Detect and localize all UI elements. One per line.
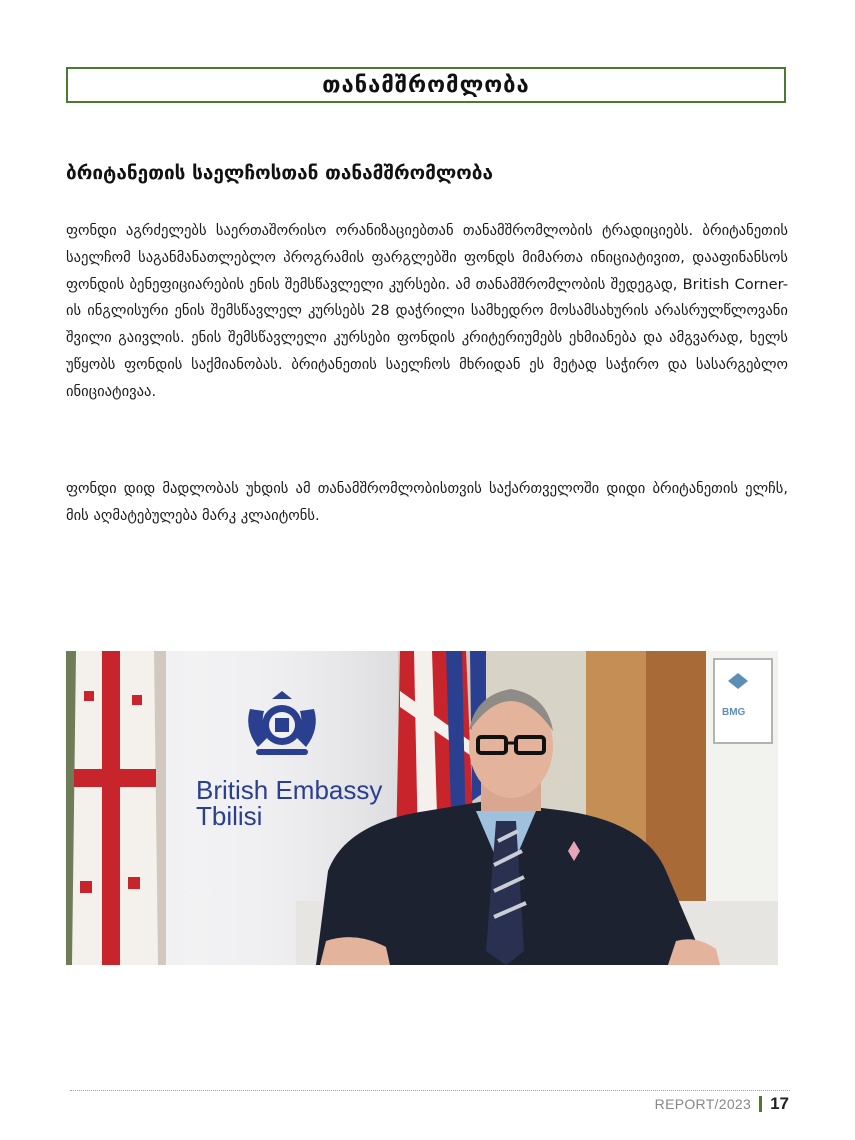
footer-divider bbox=[70, 1090, 790, 1091]
footer-report-label: REPORT/2023 bbox=[654, 1096, 752, 1112]
embassy-photo bbox=[66, 651, 778, 965]
banner-line-1: British Embassy bbox=[196, 775, 383, 805]
footer bbox=[655, 1094, 789, 1114]
paragraph-2: ფონდი დიდ მადლობას უხდის ამ თანამშრომლობისთვის საქართველოში დიდი ბრიტანეთის ელჩს, მის აღმატებულება მარკ კლაიტონს. bbox=[66, 480, 788, 524]
georgian-flag-left bbox=[72, 651, 158, 965]
footer-accent-bar bbox=[759, 1096, 762, 1112]
banner-line-2: Tbilisi bbox=[196, 801, 263, 831]
section-heading: ბრიტანეთის საელჩოსთან თანამშრომლობა bbox=[66, 162, 493, 184]
page-title-box bbox=[66, 67, 786, 103]
wall-logo: BMG bbox=[722, 707, 746, 718]
paragraph-1: ფონდი აგრძელებს საერთაშორისო ორანიზაციებთან თანამშრომლობის ტრადიციებს. ბრიტანეთის საელჩომ საგანმანათლებლო პროგრამის ფარგლებში ფონდს მიმართა ინიციატივით, დააფინანსოს ფონდის ბენეფიციარების ენის შემსწავლელი კურსები. ამ თანამშრომლობის შედეგად, British Corner-ის ინგლისური ენის შემსწავლელ კურსებს 28 დაჭრილი სამხედრო მოსამსახურის არასრულწლოვანი შვილი გაივლის. ენის შემსწავლელი კურსები ფონდის კრიტერიუმებს ეხმიანება და ამგვარად, ხელს უწყობს ფონდის საქმიანობას. ბრიტანეთის საელჩოს მხრიდან ეს მეტად საჭირო და სასარგებლო ინიციატივაა. bbox=[66, 222, 788, 400]
page-title: თანამშრომლობა bbox=[322, 72, 530, 98]
page-number: 17 bbox=[770, 1094, 789, 1113]
